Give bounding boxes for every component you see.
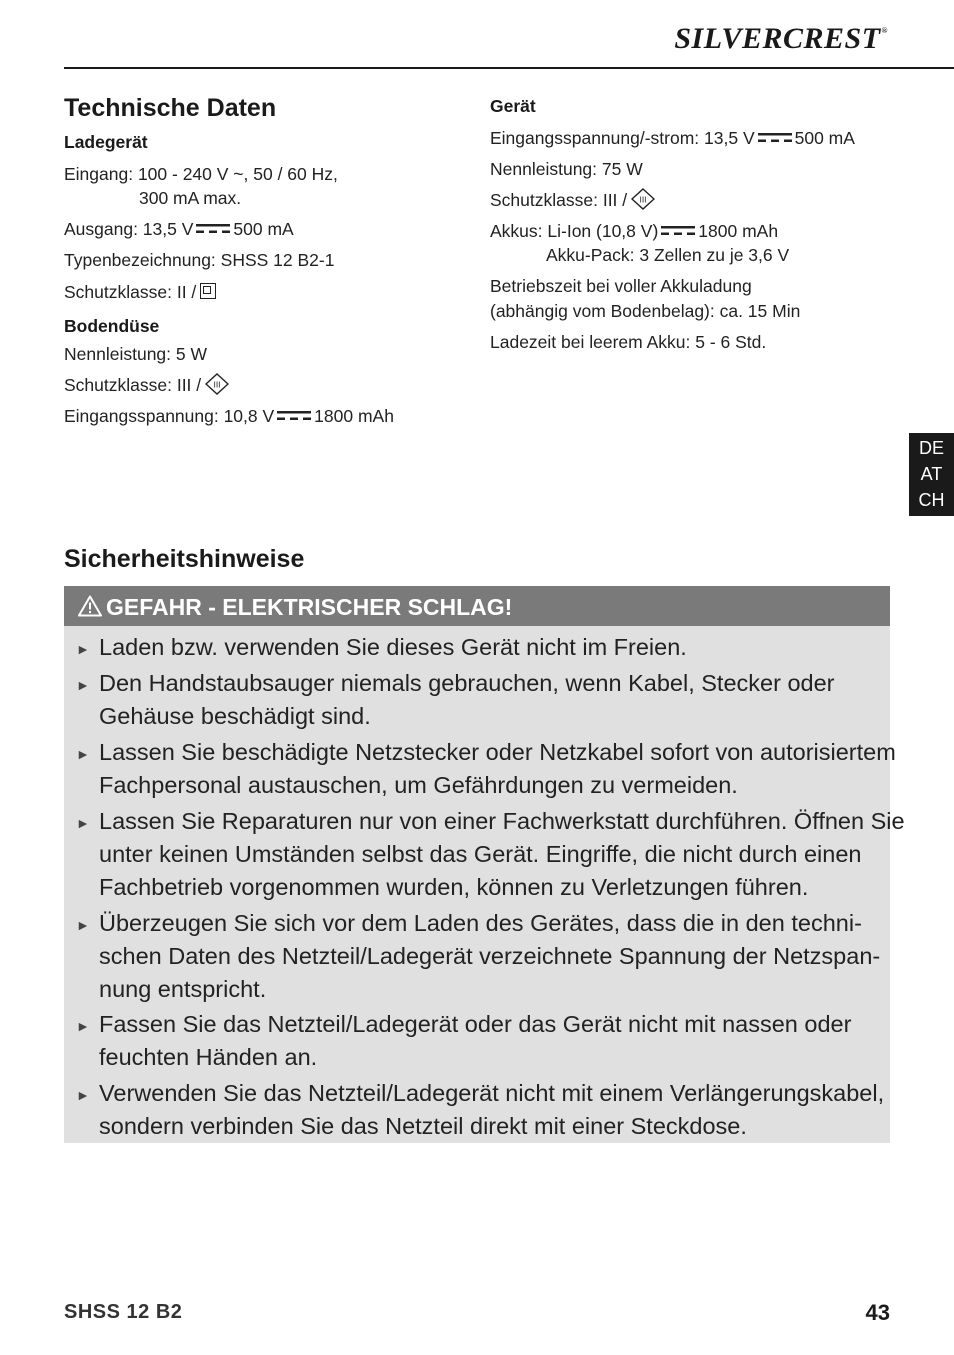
brand-logo xyxy=(674,22,888,56)
protection-class-ii-icon xyxy=(200,283,216,299)
device-input-pre: Eingangsspannung/-strom: 13,5 V xyxy=(490,128,755,148)
nozzle-voltage-post: 1800 mAh xyxy=(314,406,394,426)
safety-title: Sicherheitshinweise xyxy=(64,545,305,573)
safety-item-line: sondern verbinden Sie das Netzteil direkt mit einer Steckdose. xyxy=(99,1112,747,1139)
brand-name: SILVERCREST xyxy=(674,22,881,55)
charger-output xyxy=(64,217,294,241)
bullet-arrow-icon: ► xyxy=(76,746,90,762)
svg-text:III: III xyxy=(213,380,221,390)
warning-header xyxy=(64,586,890,626)
page-number: 43 xyxy=(865,1300,890,1325)
charger-output-post: 500 mA xyxy=(233,219,294,239)
dc-symbol-icon xyxy=(661,226,695,236)
safety-item-line: feuchten Händen an. xyxy=(99,1043,318,1070)
device-power: Nennleistung: 75 W xyxy=(490,159,643,179)
country-tab xyxy=(909,433,954,516)
bullet-arrow-icon: ► xyxy=(76,677,90,693)
country-at: AT xyxy=(920,464,943,484)
safety-item-line: Fachpersonal austauschen, um Gefährdungen zu vermeiden. xyxy=(99,771,738,798)
device-battery-post: 1800 mAh xyxy=(698,221,779,241)
nozzle-voltage-pre: Eingangsspannung: 10,8 V xyxy=(64,406,275,426)
charger-protection xyxy=(64,280,216,304)
dc-symbol-icon xyxy=(196,224,230,234)
nozzle-voltage xyxy=(64,404,394,428)
nozzle-heading: Bodendüse xyxy=(64,316,160,336)
svg-text:III: III xyxy=(639,195,647,205)
charger-input-1: Eingang: 100 - 240 V ~, 50 / 60 Hz, xyxy=(64,164,338,184)
safety-item-line: schen Daten des Netzteil/Ladegerät verzeichnete Spannung der Netzspan- xyxy=(99,942,881,969)
charger-heading: Ladegerät xyxy=(64,132,148,152)
safety-item-line: nung entspricht. xyxy=(99,975,267,1002)
safety-item-line: unter keinen Umständen selbst das Gerät. Eingriffe, die nicht durch einen xyxy=(99,840,862,867)
charger-output-pre: Ausgang: 13,5 V xyxy=(64,219,194,239)
safety-item-line: Den Handstaubsauger niemals gebrauchen, wenn Kabel, Stecker oder xyxy=(99,670,835,696)
safety-item-line: Fachbetrieb vorgenommen wurden, können zu Verletzungen führen. xyxy=(99,873,809,900)
device-battery xyxy=(490,219,778,243)
device-runtime-1: Betriebszeit bei voller Akkuladung xyxy=(490,276,752,296)
footer-model: SHSS 12 B2 xyxy=(64,1301,183,1323)
safety-item-line: Laden bzw. verwenden Sie dieses Gerät nicht im Freien. xyxy=(99,634,687,660)
device-charge-time: Ladezeit bei leerem Akku: 5 - 6 Std. xyxy=(490,332,767,352)
nozzle-protection-label: Schutzklasse: III / xyxy=(64,375,202,395)
bullet-arrow-icon: ► xyxy=(76,917,90,933)
bullet-arrow-icon: ► xyxy=(76,641,90,657)
device-input xyxy=(490,126,855,150)
country-de: DE xyxy=(918,438,944,458)
header-rule xyxy=(64,67,954,69)
registered-mark: ® xyxy=(881,26,888,35)
warning-triangle-icon xyxy=(78,595,102,617)
device-input-post: 500 mA xyxy=(794,128,855,148)
protection-class-iii-icon xyxy=(205,373,229,395)
charger-input-2: 300 mA max. xyxy=(139,188,242,208)
safety-item-line: Fassen Sie das Netzteil/Ladegerät oder das Gerät nicht mit nassen oder xyxy=(99,1011,852,1037)
nozzle-power: Nennleistung: 5 W xyxy=(64,344,207,364)
warning-title: GEFAHR - ELEKTRISCHER SCHLAG! xyxy=(106,594,513,620)
device-protection-label: Schutzklasse: III / xyxy=(490,190,628,210)
bullet-arrow-icon: ► xyxy=(76,815,90,831)
device-runtime-2: (abhängig vom Bodenbelag): ca. 15 Min xyxy=(490,301,801,321)
device-battery-pack: Akku-Pack: 3 Zellen zu je 3,6 V xyxy=(546,245,790,265)
device-protection xyxy=(490,188,655,212)
warning-box xyxy=(64,586,905,1143)
dc-symbol-icon xyxy=(277,411,311,421)
safety-item-line: Verwenden Sie das Netzteil/Ladegerät nicht mit einem Verlängerungskabel, xyxy=(99,1080,885,1106)
bullet-arrow-icon: ► xyxy=(76,1018,90,1034)
safety-item-line: Lassen Sie beschädigte Netzstecker oder Netzkabel sofort von autorisiertem xyxy=(99,739,896,765)
charger-type: Typenbezeichnung: SHSS 12 B2-1 xyxy=(64,250,335,270)
dc-symbol-icon xyxy=(758,133,792,143)
bullet-arrow-icon: ► xyxy=(76,1087,90,1103)
safety-item-line: Gehäuse beschädigt sind. xyxy=(99,702,371,729)
country-ch: CH xyxy=(918,490,945,510)
charger-protection-label: Schutzklasse: II / xyxy=(64,282,197,302)
safety-item-line: Überzeugen Sie sich vor dem Laden des Gerätes, dass die in den techni- xyxy=(99,910,862,936)
device-heading: Gerät xyxy=(490,96,536,116)
device-battery-pre: Akkus: Li-Ion (10,8 V) xyxy=(490,221,659,241)
nozzle-protection xyxy=(64,373,229,397)
protection-class-iii-icon xyxy=(631,188,655,210)
tech-title: Technische Daten xyxy=(64,94,277,122)
safety-item-line: Lassen Sie Reparaturen nur von einer Fachwerkstatt durchführen. Öffnen Sie xyxy=(99,808,905,834)
